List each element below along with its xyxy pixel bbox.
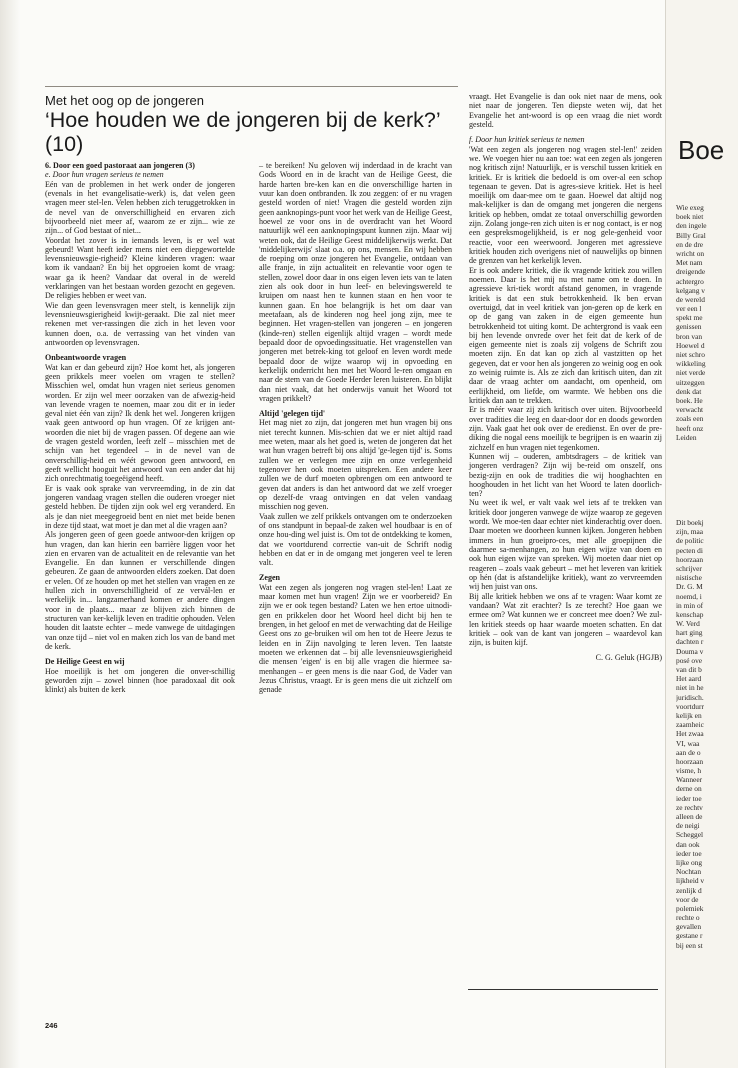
facing-page-line: hoorzaan [676,554,704,564]
facing-page-line: visme, h [676,766,702,776]
facing-page-line: W. Verd [676,619,700,629]
facing-page-line: boek niet [676,212,704,222]
facing-page-line: Dr. G. M [676,582,703,592]
facing-page-line: de politic [676,536,704,546]
facing-page-line: Wie exeg [676,203,704,212]
section-heading: Altijd 'gelegen tijd' [259,409,326,419]
facing-page-line: gevallen [676,922,702,932]
facing-page-line: Billy Gral [676,230,706,240]
facing-page-line: rechte o [676,913,700,923]
facing-page-line: uitzeggen [676,377,705,387]
facing-page-line: niet schro [676,350,705,359]
facing-page-line: de neigi [676,821,700,831]
facing-page-line: ver een l [676,304,702,314]
top-rule [45,86,458,87]
author-signature: C. G. Geluk (HGJB) [595,653,662,663]
paragraph: Wat kan er dan gebeurd zijn? Hoe komt het, als jongeren geen prikkels meer voelen om vragen te stellen? Misschien wel, omdat hun vragen niet serieus genomen worden. Er zijn wel meer oorzaken van de afwezig-heid van levende vragen te noemen, maar zou dit er in ieder geval niet één van zijn? Ik denk het wel. Jongeren krijgen vaak geen antwoord op hun vragen. Of ze krijgen ant-woorden die niet bij de vragen passen. Of degene aan wie de vragen gesteld worden, leeft zelf – misschien met de schijn van het tegendeel – in de nevel van de onverschillig-heid en wéét gewoon geen antwoord, en geeft wellicht hooguit het antwoord van een ander dat hij zich onrechtmatig toegeëigend heeft. [45,362,235,484]
paragraph: Er is méér waar zij zich kritisch over uiten. Bijvoorbeeld over tradities die leeg en daar-door dor en doods geworden zijn. Vaak gaat het ook over de eredienst. En over de pre-diking die nogal eens moeilijk te begrijpen is en waarin zij zichzelf en hun vragen niet tegenkomen. [469,405,662,452]
paragraph: Vaak zullen we zelf prikkels ontvangen om te onderzoeken of ons standpunt in bepaal-de zaken wel houdbaar is en of onze hou-ding wel juist is. Om tot de ontdekking te komen, dat we voortdurend correctie van-uit de Schrift nodig hebben en dat er in de omgang met jongeren veel te leren valt. [259,511,452,568]
facing-page-title: Boe [678,135,725,165]
facing-page-line: ze rechtv [676,802,703,812]
facing-page-line: in min of [676,600,704,610]
facing-page-line: juridisch. [676,692,704,702]
facing-page-line: niet in he [676,683,704,693]
facing-page-line: verwacht [676,405,704,415]
paragraph: Hoe moeilijk is het om jongeren die onver-schillig geworden zijn – zowel binnen (hoe paradoxaal dit ook klinkt) als buiten de kerk [45,666,235,695]
facing-page-line: denk dat [676,386,702,396]
facing-page-line: kelgang v [676,285,705,295]
facing-page-line: noemd, i [676,591,702,601]
facing-page-line: niet verde [676,368,706,378]
paragraph: – te bereiken! Nu geloven wij inderdaad in de kracht van Gods Woord en in de kracht van de Heilige Geest, die harde harten bre-ken kan en die onverschillige harten in vuur kan doen ontbranden. Ik zou zeggen: of er nu vragen gesteld worden of niet! Vragen die gesteld worden zijn geen aanknopings-punt voor het werk van de Heilige Geest, hoewel ze voor ons in de overdracht van het Woord natuurlijk wél een aanknopingspunt kunnen zijn. Maar wij weten ook, dat de Heilige Geest middelijkerwijs werkt. Dat 'middelijkerwijs' slaat o.a. op ons, mensen. En wij hebben de roeping om onze jongeren het Evangelie, ontdaan van alle franje, in zijn actualiteit en relevantie voor ogen te stellen, zowel door daar in ons eigen leven iets van te laten zien als ook door in hun leef- en belevingswereld te kruipen om naast hen te kunnen staan en hen voor te kunnen gaan. En hoe belangrijk is het om daar van meetafaan, als de kinderen nog heel jong zijn, mee te beginnen. Het vragen-stellen van jongeren – en jongeren (kinde-ren) stellen eigenlijk altijd vragen – wordt mede bepaald door de opvoedingssituatie. Het vragenstellen van jongeren met betrek-king tot geloof en leven wordt mede bepaald door de wijze waarop wij in opvoeding en kerkelijk onderricht hen met het Woord le-ren omgaan en naar de stem van de Goede Herder leren luisteren. En blijkt dan niet vaak, dat het onderwijs vanuit het Woord tot vragen prikkelt? [259,161,452,403]
paragraph: Bij alle kritiek hebben we ons af te vragen: Waar komt ze vandaan? Wat zit erachter? Is ze terecht? Hoe gaan we ermee om? Wat kunnen we er concreet mee doen? We zul-len kritiek steeds op haar waarde moeten schatten. En dat kritiek – ook van de kant van jongeren – waardevol kan zijn, is buiten kijf. [469,591,662,648]
subsection-heading: f. Door hun kritiek serieus te nemen [469,135,585,145]
article-column-2 [259,161,452,695]
facing-page-line: zaamheic [676,720,704,730]
paragraph: 'Wat een zegen als jongeren nog vragen stel-len!' zeiden we. We voegen hier nu aan toe: wat een zegen als jongeren nog kritisch zijn! Natuurlijk, er is verschil tussen kritiek en kritiek. Er is kritiek die bedoeld is om over-al een schop tegenaan te geven. Dat is agres-sieve kritiek. Het is heel moeilijk om daar-mee om te gaan. Hoewel dat altijd nog mak-kelijker is dan de omgang met jongeren die nergens kritiek op hebben, omdat ze totaal onverschillig geworden zijn. Zolang jonge-ren zich uiten is er nog contact, is er nog een gespreksmogelijkheid, is er nog gele-genheid voor reactie, voor een weerwoord. Jongeren met agressieve kritiek houden zich overigens niet of nauwelijks op binnen de grenzen van het kerkelijk leven. [469,144,662,266]
facing-page-line: den ingele [676,221,707,231]
facing-page-line: heeft onz [676,423,704,433]
facing-page-line: Douma v [676,646,704,656]
facing-page-line: bij een st [676,940,703,950]
facing-page-line: gestane r [676,931,703,941]
paragraph: Er is ook andere kritiek, die ik vragende kritiek zou willen noemen. Daar is het mij nu met name om te doen. In agressieve kri-tiek wordt afstand genomen, in vragende kritiek is dat een stuk betrokkenheid. Ik ben ervan overtuigd, dat in veel kritiek van jon-geren op de kerk en op de gang van zaken in de eigen gemeente hun betrokkenheid tot uiting komt. De achtergrond is vaak een bij hen levende onvrede over het feit dat de kerk of de eigen gemeente niet is zoals zij volgens de Schrift zou moeten zijn. En dat kan op zich al vastzitten op het gegeven, dat er voor hen als jongeren zo weinig oog en ook zo weinig ruimte is. Als ze zich dan kritisch uiten, dan zit daar de vraag achter om aandacht, om openheid, om eerlijkheid, om liefde, om warmte. We hebben ons die kritiek dan aan te trekken. [469,265,662,405]
section-heading: 6. Door een goed pastoraat aan jongeren (3) [45,161,195,170]
facing-page-line: ieder toe [676,793,702,803]
facing-page-line: kenschap [676,609,704,619]
paragraph: Als jongeren geen of geen goede antwoor-den krijgen op hun vragen, dan kan hierin een barrière liggen voor het zien en ervaren van de actualiteit en de relevantie van het Evangelie. En dan kunnen er verschillende dingen gebeuren. Ze gaan de antwoorden elders zoeken. Dat doen er velen. Of ze houden op met het stellen van vragen en ze hullen zich in onverschilligheid of ze vervál-len er werkelijk in... langzamerhand komen er andere dingen voor in de plaats... maar ze blijven zich binnen de structuren van ker-kelijk leven en traditie ophouden. Velen houden dit laatste echter – mede vanwege de uitdagingen van onze tijd – niet vol en maken zich los van de band met de kerk. [45,530,235,651]
facing-page-line: Hoewel d [676,340,705,350]
facing-page-line: Nochtan [676,867,702,877]
facing-page-line: kelijk en [676,710,702,720]
page-number: 246 [45,1021,58,1030]
article-column-1 [45,161,235,695]
facing-page-line: nistische [676,573,702,583]
facing-page-line: van dit b [676,665,702,674]
article-title: ‘Hoe houden we de jongeren bij de kerk?’ (10) [45,108,440,156]
facing-page-line: en de dre [676,239,704,249]
facing-page-line: Het aard [676,674,702,684]
facing-page-line: derne on [676,784,702,794]
facing-page-line: alleen de [676,812,703,821]
section-heading: Zegen [259,573,281,583]
facing-page-line: hoorzaan [676,756,704,766]
paragraph: vraagt. Het Evangelie is dan ook niet naar de mens, ook niet naar de jongeren. Ten diepste weten wij, dat het Evangelie het ant-woord is op een vraag die niet wordt gesteld. [469,92,662,129]
facing-page-line: Het zwaa [676,729,704,739]
facing-page-line: voor de [676,894,699,904]
facing-page-line: dreigende [676,267,706,277]
facing-page-line: VI, waa [676,738,700,748]
section-heading: De Heilige Geest en wij [45,657,125,667]
page-gutter-shade [0,0,20,1068]
paragraph: Kunnen wij – ouderen, ambtsdragers – de kritiek van jongeren verdragen? Zijn wij be-reid om onszelf, ons bezig-zijn en ook de tradities die wij hooghachten en hooghouden in het licht van het Woord te laten doorlich-ten? [469,451,662,499]
facing-page-line: lijkheid v [676,876,705,886]
facing-page-line: voortdurr [676,701,704,711]
facing-page-line: polemiek [676,903,704,913]
paragraph: Voordat het zover is in iemands leven, is er wel wat gebeurd! Want heeft ieder mens niet een diepgewortelde levensnieuwsgie-righeid? Kleine kinderen vragen: waar kom ik vandaan? En bij het opgroeien komt de vraag: waar ga ik heen? Vandaar dat overal in de wereld verklaringen van het bestaan worden gezocht en gegeven. De religies hebben er weet van. [45,235,235,301]
article-end-rule [468,989,658,990]
facing-page-line: hart ging [676,628,703,638]
facing-page-line: zenlijk d [676,885,702,895]
facing-page-line: Wanneer [676,775,703,785]
facing-page-line: Met nam [676,258,703,268]
paragraph: Wat een zegen als jongeren nog vragen stel-len! Laat ze maar komen met hun vragen! Zijn we er voorbereid? En zijn we er ook tegen bestand? Laten we hen ertoe uitnodi-gen en prikkelen door het Woord heel dicht bij hen te brengen, in het geloof en met de verwachting dat de Heilige Geest ons zo ge-bruiken wil om hen tot de Heere Jezus te leiden en in Zijn navolging te leren leven. Ten laatste moeten we erkennen dat – bij alle levensnieuwsgierigheid die mensen 'eigen' is en bij alle vragen die hiermee sa-menhangen – er geen mens is die naar God, de Vader van Jezus Christus, vraagt. Er is geen mens die uit zichzelf om genade [259,582,452,695]
paragraph: Wie dan geen levensvragen meer stelt, is kennelijk zijn levensnieuwsgierigheid kwijt-geraakt. Die zal niet meer rekenen met ver-rassingen die zich in het leven voor kunnen doen, o.a. de verrassing van het vinden van antwoorden op levensvragen. [45,300,235,347]
facing-page-line: Dit boekj [676,518,704,527]
facing-page-line: Scheggel [676,830,704,840]
paragraph: Het mag niet zo zijn, dat jongeren met hun vragen bij ons niet terecht kunnen. Mis-schien dat we er niet altijd raad mee weten, maar als het goed is, weten de jongeren dat het wat hun vragen betreft bij ons altijd 'ge-legen tijd' is. Soms zullen we er verlegen mee zijn en onze verlegenheid tegenover hen ook moeten uitspreken. Een andere keer zullen we de durf moeten opbrengen om een antwoord te geven dat anders is dan het antwoord dat we zelf vroeger op dezelf-de vraag ontvingen en dat velen vandaag misschien nog geven. [259,418,452,512]
facing-page-line: boek. He [676,395,703,405]
facing-page-line: wricht on [676,248,705,258]
facing-page-line: pecten di [676,545,703,555]
paragraph: Er is vaak ook sprake van vervreemding, in de zin dat jongeren vandaag vragen stellen die ouderen vroeger niet gesteld hebben. De tijden zijn ook wel erg veranderd. En als je dan niet meegegroeid bent en niet met beide benen in deze tijd staat, wat moet je dan met al die vragen aan? [45,483,235,530]
section-heading: Onbeantwoorde vragen [45,353,127,363]
facing-page-text-block-2 [676,518,704,950]
facing-page-line: ieder toe [676,848,702,858]
facing-page-line: schrijver [676,563,702,573]
article-kicker: Met het oog op de jongeren [45,93,205,108]
facing-page-line: aan de o [676,747,701,757]
paragraph: Nu weet ik wel, er valt vaak wel iets af te trekken van kritiek door jongeren vanwege de wijze waarop ze gegeven wordt. We moe-ten daar echter niet kinderachtig over doen. Daar moeten we doorheen kunnen kijken. Jongeren hebben immers in hun groeipro-ces, met alle groepijnen die daarmee sa-menhangen, zo hun eigen wijze van doen en ook hun eigen wijze van spreken. Wij moeten daar niet op reageren – zoals vaak gebeurt – met het leveren van kritiek op hén (dat is afstandelijke kritiek), want zo vervreemden wij hen juist van ons. [469,498,662,592]
facing-page-line: wikkeling [676,359,706,369]
facing-page-line: dachten r [676,637,704,647]
facing-page-line: posé ove [676,655,703,665]
facing-page-line: Leiden [676,432,697,442]
facing-page-line: zijn, maa [676,527,704,537]
facing-page-line: lijke ong [676,857,703,867]
paragraph: Eén van de problemen in het werk onder de jongeren (evenals in het evangelisatie-werk) is, dat velen geen vragen meer stel-len. Velen hebben zich teruggetrokken in de nevel van de onverschilligheid en ervaren zich bijvoorbeeld niet meer af, waarom ze er zijn... wie ze zijn... of God bestaat of niet... [45,179,235,236]
article-column-3 [469,92,662,663]
subsection-heading: e. Door hun vragen serieus te nemen [45,170,164,180]
facing-page-line: genissen [676,322,702,332]
facing-page-line: dan ook [676,839,700,849]
facing-page-line: bron van [676,331,703,341]
facing-page-line: zoals een [676,414,704,424]
facing-page-text-block-1 [676,203,707,442]
facing-page-line: de wereld [676,294,705,304]
facing-page-line: achtergro [676,276,704,286]
facing-page [665,0,738,1068]
facing-page-line: spekt me [676,313,703,323]
